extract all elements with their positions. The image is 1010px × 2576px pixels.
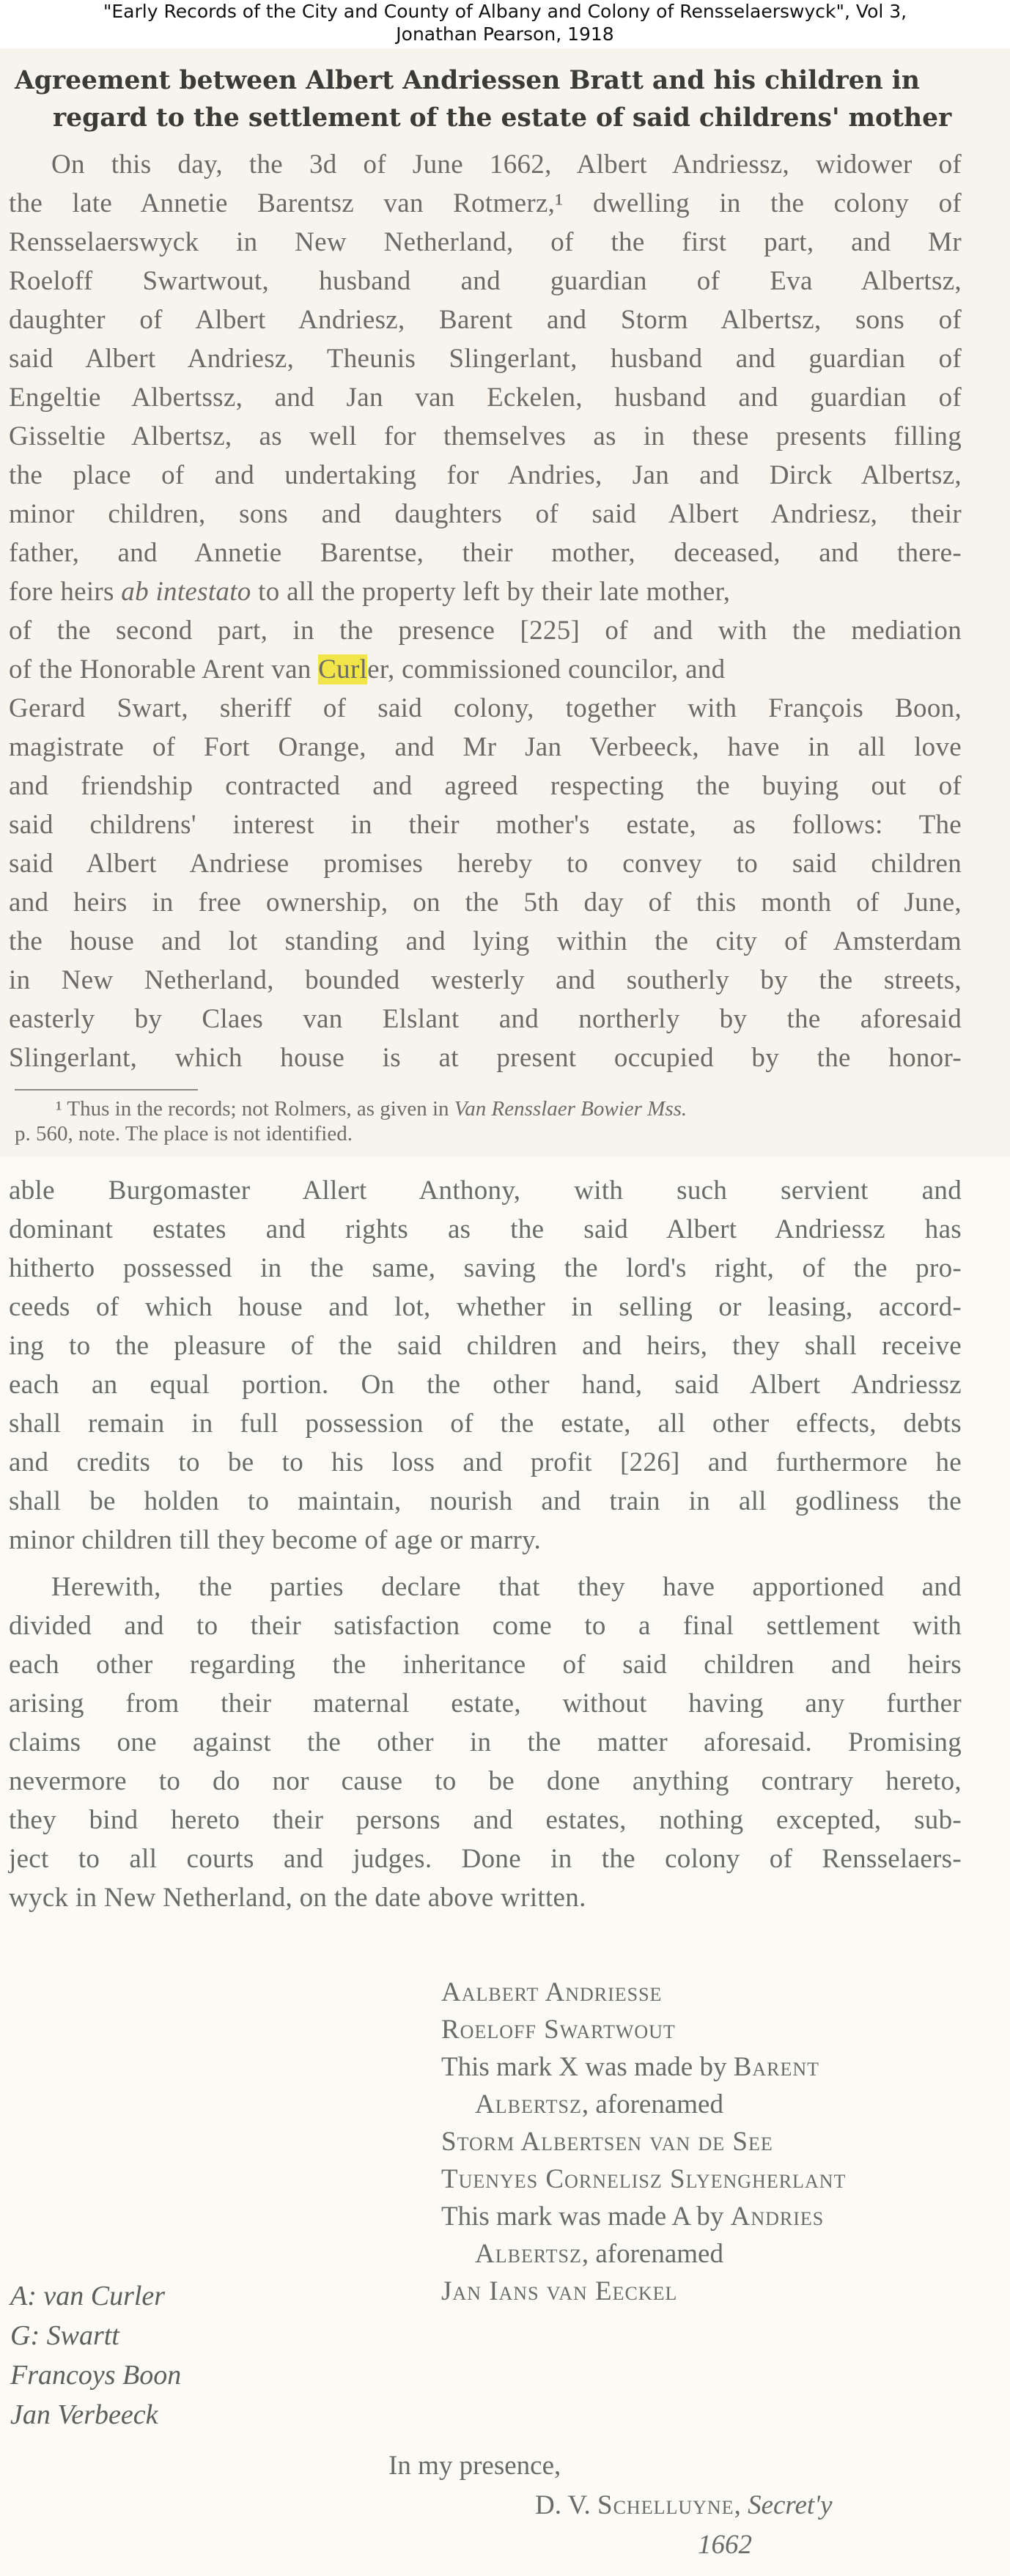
body-line: of the second part, in the presence [225] of and with the mediation	[9, 616, 962, 646]
body-line: ject to all courts and judges. Done in the colony of Rensselaers-	[9, 1844, 962, 1874]
signatory-barent-mark	[441, 2051, 819, 2084]
signatory-barent-mark-continued	[475, 2088, 723, 2122]
body-line: able Burgomaster Allert Anthony, with such servient and	[9, 1176, 962, 1206]
attestation-presence: In my presence,	[388, 2451, 561, 2481]
mark-note: , aforenamed	[581, 2089, 723, 2119]
signatory-surname: Albertsz	[475, 2089, 582, 2119]
body-line-latin	[9, 575, 962, 609]
footnote-source: Van Rensslaer Bowier Mss.	[454, 1097, 688, 1121]
separator: ,	[734, 2490, 748, 2520]
footnote-line-2: p. 560, note. The place is not identified.	[15, 1122, 353, 1145]
secretary-name: Schelluyne	[597, 2490, 734, 2520]
body-line: Gerard Swart, sheriff of said colony, together with François Boon,	[9, 693, 962, 723]
body-line: Rensselaerswyck in New Netherland, of the first part, and Mr	[9, 227, 962, 257]
body-text: of the Honorable Arent van	[9, 654, 319, 684]
signatory-andries-mark-continued	[475, 2237, 723, 2271]
footnote-text: ¹ Thus in the records; not Rolmers, as given in	[56, 1097, 454, 1121]
body-line: magistrate of Fort Orange, and Mr Jan Verbeeck, have in all love	[9, 732, 962, 762]
body-line: each other regarding the inheritance of said children and heirs	[9, 1650, 962, 1680]
body-line: wyck in New Netherland, on the date above written.	[9, 1883, 586, 1913]
caption-line-2: Jonathan Pearson, 1918	[396, 23, 614, 45]
body-line: the place of and undertaking for Andries, Jan and Dirck Albertsz,	[9, 460, 962, 490]
title-line-1: Agreement between Albert Andriessen Bratt and his children in	[15, 66, 920, 95]
witness-boon: Francoys Boon	[10, 2360, 182, 2391]
signatory-storm-albertsen: Storm Albertsen van de See	[441, 2127, 773, 2157]
body-line: ing to the pleasure of the said children and heirs, they shall receive	[9, 1331, 962, 1361]
mark-note: This mark was made A by	[441, 2202, 731, 2232]
body-line-highlighted	[9, 653, 962, 687]
body-line: Gisseltie Albertsz, as well for themselves as in these presents filling	[9, 421, 962, 451]
body-line: Slingerlant, which house is at present occupied by the honor-	[9, 1043, 962, 1073]
signatory-tuenyes-cornelisz: Tuenyes Cornelisz Slyengherlant	[441, 2164, 847, 2194]
body-line: easterly by Claes van Elslant and northerly by the aforesaid	[9, 1004, 962, 1034]
signatory-name: Andries	[730, 2202, 825, 2232]
footnote-divider	[15, 1089, 198, 1090]
body-line: and heirs in free ownership, on the 5th day of this month of June,	[9, 887, 962, 918]
body-text: er, commissioned councilor, and	[367, 654, 726, 684]
body-line: said Albert Andriesz, Theunis Slingerlant, husband and guardian of	[9, 344, 962, 374]
latin-term: ab intestato	[121, 577, 251, 607]
signatory-roeloff-swartwout: Roeloff Swartwout	[441, 2015, 676, 2045]
search-highlight: Curl	[318, 654, 368, 684]
title-line-2: regard to the settlement of the estate of said childrens' mother	[53, 103, 952, 133]
body-line: said Albert Andriese promises hereby to convey to said children	[9, 849, 962, 879]
mark-note: This mark X was made by	[441, 2052, 734, 2082]
body-line: ceeds of which house and lot, whether in selling or leasing, accord-	[9, 1292, 962, 1322]
signatory-aalbert-andriesse: Aalbert Andriesse	[441, 1977, 663, 2007]
body-text: fore heirs	[9, 577, 122, 607]
body-line: and credits to be to his loss and profit [226] and furthermore he	[9, 1447, 962, 1477]
body-line: father, and Annetie Barentse, their mother, deceased, and there-	[9, 538, 962, 568]
witness-swartt: G: Swartt	[10, 2320, 119, 2351]
witness-van-curler: A: van Curler	[10, 2281, 166, 2311]
mark-note: , aforenamed	[581, 2239, 723, 2269]
body-line: dominant estates and rights as the said Albert Andriessz has	[9, 1214, 962, 1244]
secretary-initials: D. V.	[535, 2490, 598, 2520]
signatory-name: Barent	[733, 2052, 820, 2082]
footnote-line-1	[15, 1096, 960, 1121]
body-line: minor children, sons and daughters of said Albert Andriesz, their	[9, 499, 962, 529]
signatory-surname: Albertsz	[475, 2239, 582, 2269]
body-line: and friendship contracted and agreed respecting the buying out of	[9, 771, 962, 801]
body-line: hitherto possessed in the same, saving the lord's right, of the pro-	[9, 1253, 962, 1283]
body-line: nevermore to do nor cause to be done anything contrary hereto,	[9, 1766, 962, 1796]
body-line: divided and to their satisfaction come to a final settlement with	[9, 1611, 962, 1641]
body-line: claims one against the other in the matter aforesaid. Promising	[9, 1727, 962, 1757]
body-line: each an equal portion. On the other hand, said Albert Andriessz	[9, 1370, 962, 1400]
signatory-jan-ians: Jan Ians van Eeckel	[441, 2276, 678, 2306]
secretary-title: Secret'y	[748, 2490, 833, 2520]
body-line: said childrens' interest in their mother's estate, as follows: The	[9, 810, 962, 840]
secretary-signature	[535, 2489, 833, 2523]
witness-verbeeck: Jan Verbeeck	[10, 2399, 158, 2430]
attestation-year: 1662	[698, 2530, 752, 2560]
body-line: Engeltie Albertssz, and Jan van Eckelen, husband and guardian of	[9, 383, 962, 413]
signatory-andries-mark	[441, 2200, 824, 2234]
body-line: daughter of Albert Andriesz, Barent and Storm Albertsz, sons of	[9, 305, 962, 335]
body-line: Roeloff Swartwout, husband and guardian of Eva Albertsz,	[9, 266, 962, 296]
body-text: to all the property left by their late mother,	[251, 577, 731, 607]
body-line: they bind hereto their persons and estates, nothing excepted, sub-	[9, 1805, 962, 1835]
body-line: minor children till they become of age or marry.	[9, 1525, 542, 1555]
body-line: the house and lot standing and lying within the city of Amsterdam	[9, 926, 962, 956]
document-caption	[0, 0, 1010, 47]
body-line: On this day, the 3d of June 1662, Albert Andriessz, widower of	[51, 150, 962, 180]
caption-line-1: "Early Records of the City and County of Albany and Colony of Rensselaerswyck", Vol 3,	[103, 1, 907, 22]
body-line: in New Netherland, bounded westerly and southerly by the streets,	[9, 965, 962, 995]
document-title	[15, 62, 997, 137]
body-line: shall be holden to maintain, nourish and train in all godliness the	[9, 1486, 962, 1516]
body-line: arising from their maternal estate, without having any further	[9, 1689, 962, 1719]
body-line: shall remain in full possession of the estate, all other effects, debts	[9, 1409, 962, 1439]
body-line: the late Annetie Barentsz van Rotmerz,¹ dwelling in the colony of	[9, 188, 962, 218]
body-line: Herewith, the parties declare that they have apportioned and	[51, 1572, 962, 1602]
